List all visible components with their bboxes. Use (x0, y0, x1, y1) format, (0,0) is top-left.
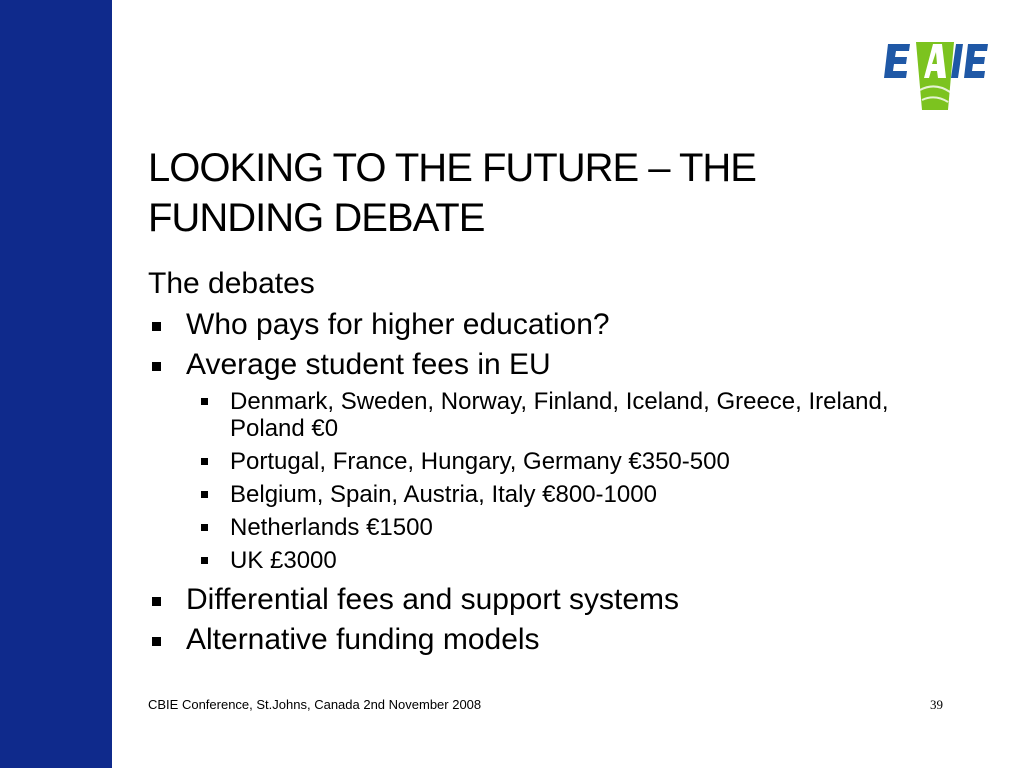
sub-bullet-list (148, 388, 968, 574)
left-sidebar-bar (0, 0, 112, 768)
eaie-logo (880, 30, 990, 115)
sub-bullet-item: Belgium, Spain, Austria, Italy €800-1000 (148, 481, 968, 508)
sub-bullet-item: Denmark, Sweden, Norway, Finland, Iceland, Greece, Ireland, Poland €0 (148, 388, 968, 442)
bullet-item: Who pays for higher education? (148, 305, 968, 345)
footer-text: CBIE Conference, St.Johns, Canada 2nd November 2008 (148, 697, 482, 712)
bullet-list-continued (148, 580, 968, 660)
intro-text: The debates (148, 267, 315, 300)
logo-letter-e2 (964, 44, 988, 78)
eaie-logo-graphic (880, 30, 990, 115)
bullet-item: Average student fees in EU (148, 345, 968, 385)
slide-title (148, 143, 968, 243)
bullet-item: Differential fees and support systems (148, 580, 968, 620)
logo-letter-e (884, 44, 910, 78)
slide-title-line-2: FUNDING DEBATE (148, 196, 485, 240)
bullet-item: Alternative funding models (148, 620, 968, 660)
page-number: 39 (930, 697, 943, 712)
slide-title-line-1: LOOKING TO THE FUTURE – THE (148, 146, 756, 190)
bullet-list (148, 305, 968, 385)
sub-bullet-item: UK £3000 (148, 547, 968, 574)
slide-body (148, 265, 968, 660)
sub-bullet-item: Portugal, France, Hungary, Germany €350-500 (148, 448, 968, 475)
sub-bullet-item: Netherlands €1500 (148, 514, 968, 541)
